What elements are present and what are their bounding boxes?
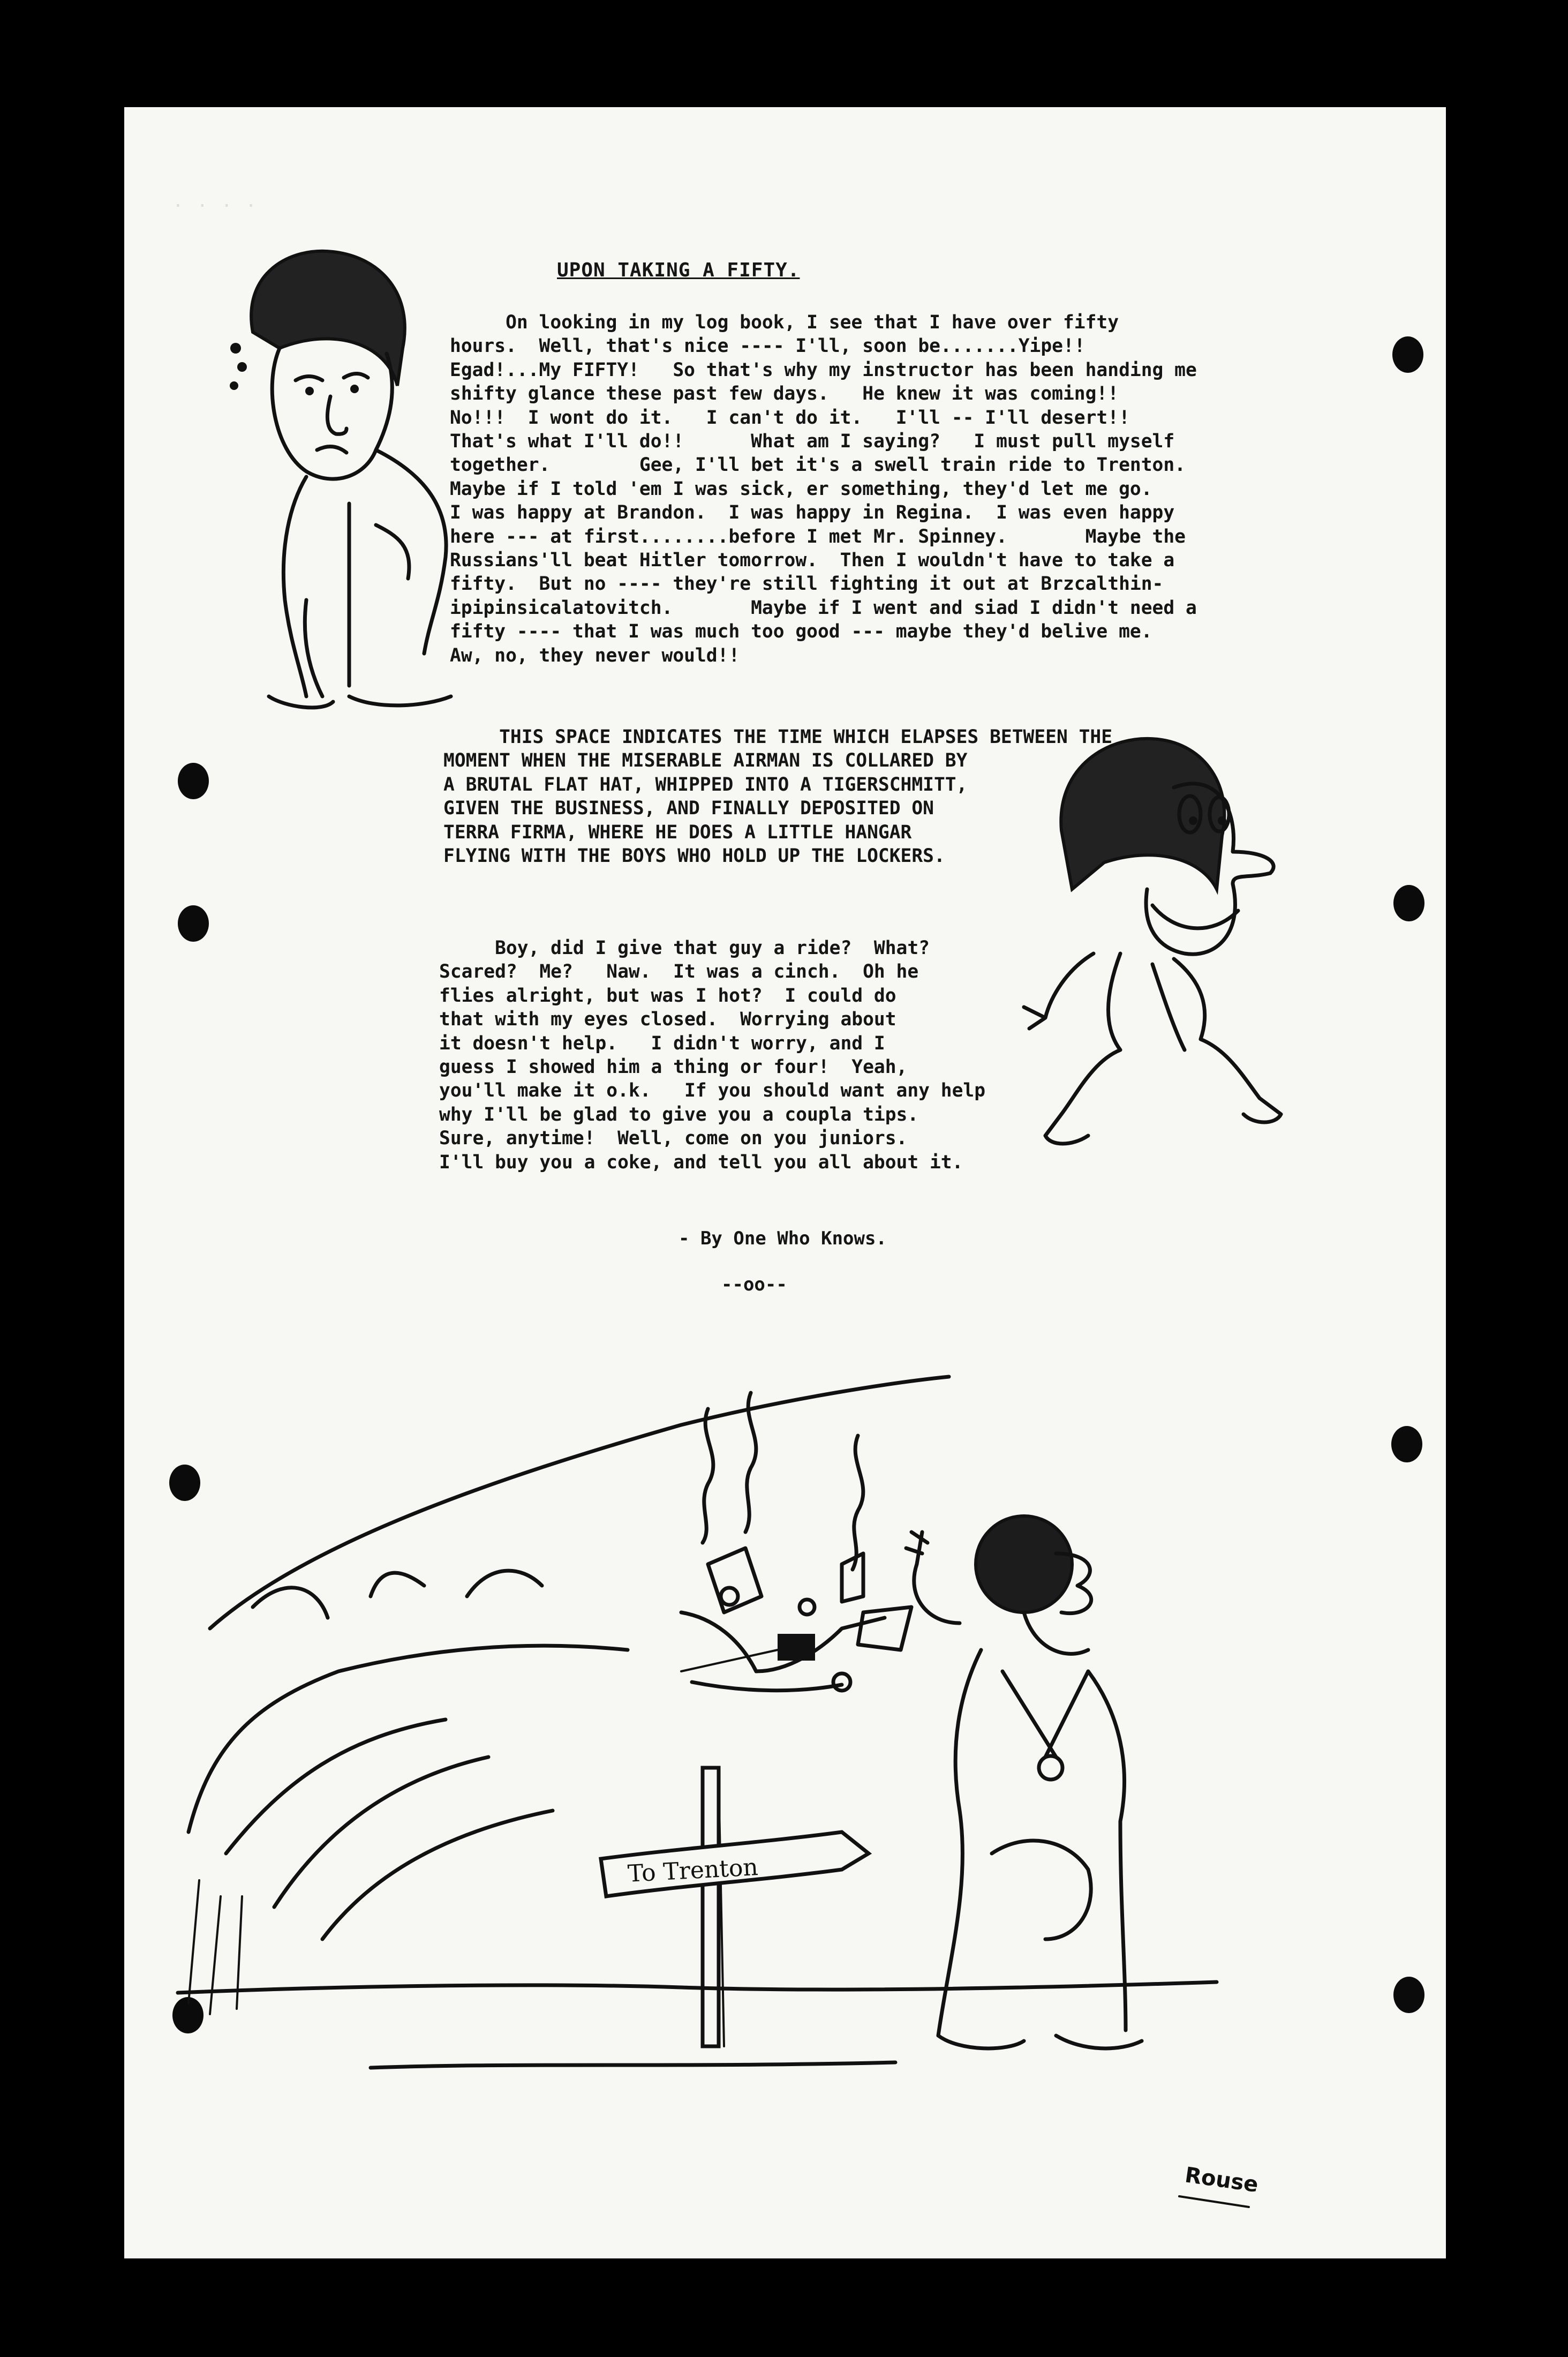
binder-hole — [178, 763, 209, 799]
paragraph-three: Boy, did I give that guy a ride? What? Scared? Me? Naw. It was a cinch. Oh he flies alright, but was I hot? I could do that with my eyes closed. Worrying about it doesn't help. I didn't worry, and I guess I showed him a thing or four! Yeah, you'll make it o.k. If you should want any help why I'll be glad to give you a coupla tips. Sure, anytime! Well, come on you juniors. I'll buy you a coke, and tell you all about it. — [439, 937, 986, 1173]
road-sign-text: To Trenton — [627, 1853, 759, 1888]
paragraph-one: On looking in my log book, I see that I have over fifty hours. Well, that's nice ---- I'll, soon be.......Yipe!! Egad!...My FIFTY! So that's why my instructor has been handing me shifty glance these past few days. He knew it was coming!! No!!! I wont do it. I can't do it. I'll -- I'll desert!! That's what I'll do!! What am I saying? I must pull myself together. Gee, I'll bet it's a swell train ride to Trenton. Maybe if I told 'em I was sick, er something, they'd let me go. I was happy at Brandon. I was happy in Regina. I was even happy here --- at first........before I met Mr. Spinney. Maybe the Russians'll beat Hitler tomorrow. Then I wouldn't have to take a fifty. But no ---- they're still fighting it out at Brzcalthin- ipipinsicalatovitch. Maybe if I went and siad I didn't need a fifty ---- that I was much too good --- maybe they'd belive me. Aw, no, they never would!! — [450, 312, 1197, 666]
paragraph-two: THIS SPACE INDICATES THE TIME WHICH ELAPSES BETWEEN THE MOMENT WHEN THE MISERABLE AIRMAN IS COLLARED BY A BRUTAL FLAT HAT, WHIPPED INTO A TIGERSCHMITT, GIVEN THE BUSINESS, AND FINALLY DEPOSITED ON TERRA FIRMA, WHERE HE DOES A LITTLE HANGAR FLYING WITH THE BOYS WHO HOLD UP THE LOCKERS. — [443, 726, 1113, 867]
binder-hole — [178, 905, 209, 942]
margin-dots: . . . . — [175, 187, 260, 212]
document-page — [124, 107, 1446, 2258]
binder-hole — [1393, 1977, 1424, 2013]
binder-hole — [1393, 885, 1424, 921]
crash-scene-cartoon — [146, 1371, 1377, 2228]
artist-signature: Rouse — [1183, 2163, 1260, 2198]
article-title: UPON TAKING A FIFTY. — [557, 259, 800, 281]
signature: - By One Who Knows. — [679, 1228, 887, 1249]
worried-airman-illustration — [172, 225, 472, 739]
section-divider: --oo-- — [721, 1274, 787, 1295]
grinning-airman-illustration — [1013, 729, 1313, 1200]
binder-hole — [1392, 336, 1423, 373]
binder-hole — [1391, 1426, 1422, 1462]
